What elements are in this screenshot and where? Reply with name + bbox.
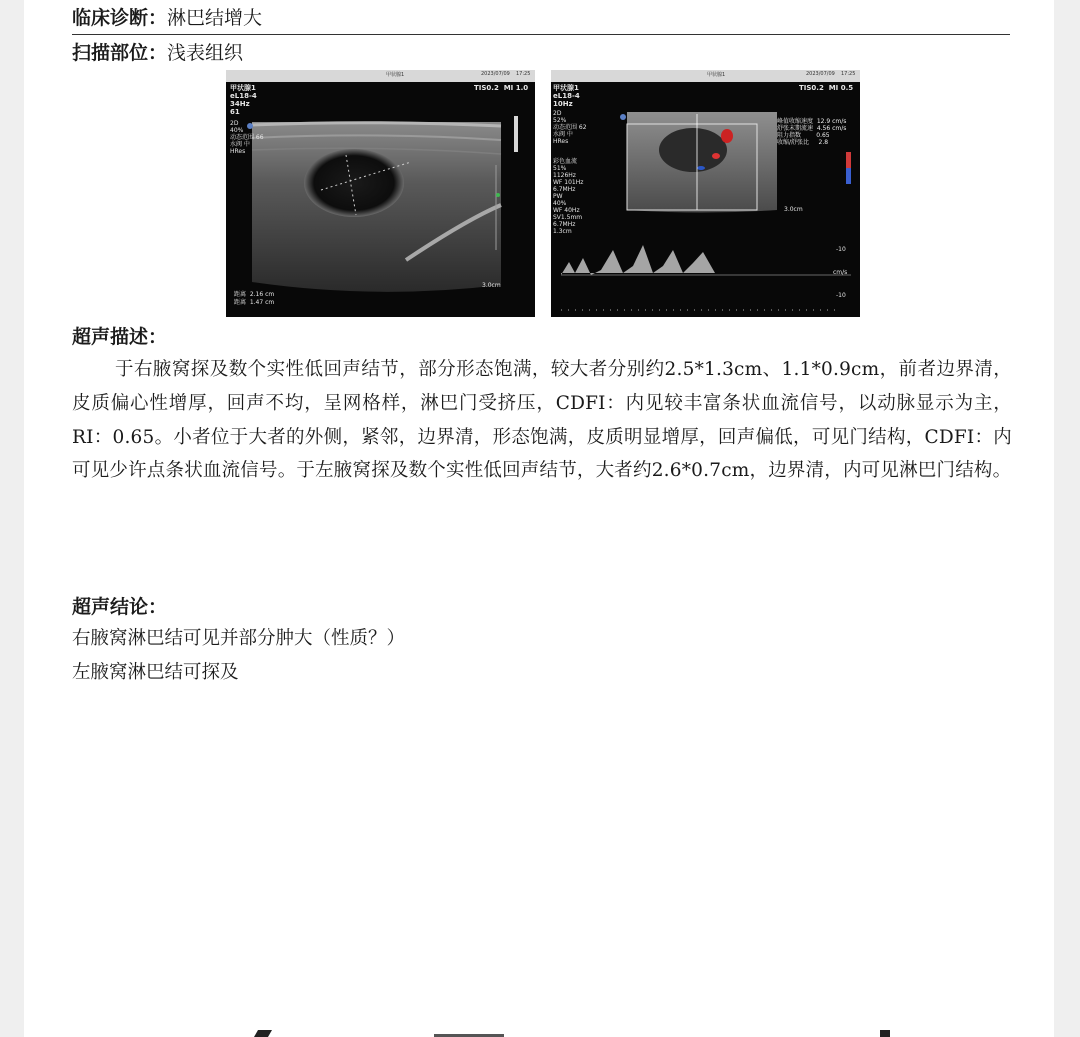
scan-site-label: 扫描部位： xyxy=(72,42,168,64)
image-top-time: 17:25 xyxy=(841,71,856,77)
image-params: 2D 52% 动态范围 62 水阀 中 HRes xyxy=(553,110,587,145)
image-top-date: 2023/07/09 xyxy=(806,71,835,77)
clinical-diagnosis-value: 淋巴结增大 xyxy=(167,7,263,29)
doppler-readout: 峰值收缩速度 12.9 cm/s 舒张末期流速 4.56 cm/s 阻力指数 0.65 收缩/舒张比 2.8 xyxy=(777,118,847,146)
clinical-diagnosis-label: 临床诊断： xyxy=(72,7,168,29)
probe-info: 甲状腺1 eL18-4 34Hz 61 xyxy=(230,84,257,116)
ultrasound-image-left xyxy=(226,70,535,317)
description-text: 于右腋窝探及数个实性低回声结节，部分形态饱满，较大者分别约2.5*1.3cm、1.1*0.9cm，前者边界清，皮质偏心性增厚，回声不均，呈网格样，淋巴门受挤压，CDFI：内见较丰富条状血流信号，以动脉显示为主，RI：0.65。小者位于大者的外侧，紧邻，边界清，形态饱满，皮质明显增厚，回声偏低，可见门结构，CDFI：内可见少许点条状血流信号。于左腋窝探及数个实性低回声结节，大者约2.6*0.7cm，边界清，内可见淋巴门结构。 xyxy=(72,359,1012,482)
measurement-2: 距离 1.47 cm xyxy=(234,299,275,306)
depth-label: 3.0cm xyxy=(482,282,501,289)
b-mode-scan xyxy=(226,70,535,317)
measurement-1: 距离 2.16 cm xyxy=(234,291,275,298)
velocity-scale-top: -10 xyxy=(836,246,846,253)
image-top-info: 甲状腺1 xyxy=(707,72,726,78)
ultrasound-image-right xyxy=(551,70,860,317)
velocity-scale-bottom: -10 xyxy=(836,292,846,299)
scan-site-row xyxy=(72,41,243,65)
description-heading: 超声描述： xyxy=(72,326,168,348)
image-top-info: 甲状腺1 xyxy=(386,72,405,78)
depth-label: 3.0cm xyxy=(784,206,803,213)
probe-info: 甲状腺1 eL18-4 10Hz xyxy=(553,84,580,108)
signature-fragment xyxy=(254,1030,272,1037)
velocity-scale-unit: cm/s xyxy=(833,269,848,276)
color-flow-params: 彩色血流 51% 1126Hz WF 101Hz 6.7MHz PW 40% WF 40Hz SV1.5mm 6.7MHz 1.3cm xyxy=(553,158,584,235)
clinical-diagnosis-row xyxy=(72,6,262,30)
conclusion-line-2: 左腋窝淋巴结可探及 xyxy=(72,662,239,683)
tis-mi-readout: TIS0.2 MI 0.5 xyxy=(799,84,854,92)
scan-site-value: 浅表组织 xyxy=(167,42,244,64)
image-params: 2D 40% 动态范围 66 水阀 中 HRes xyxy=(230,120,264,155)
doppler-scan xyxy=(551,70,860,317)
image-top-time: 17:25 xyxy=(516,71,531,77)
tis-mi-readout: TIS0.2 MI 1.0 xyxy=(474,84,529,92)
image-top-date: 2023/07/09 xyxy=(481,71,510,77)
report-page xyxy=(24,0,1054,1037)
conclusion-line-1: 右腋窝淋巴结可见并部分肿大（性质？） xyxy=(72,628,406,649)
header-divider xyxy=(72,34,1010,35)
conclusion-heading: 超声结论： xyxy=(72,596,168,618)
signature-fragment xyxy=(880,1030,890,1037)
